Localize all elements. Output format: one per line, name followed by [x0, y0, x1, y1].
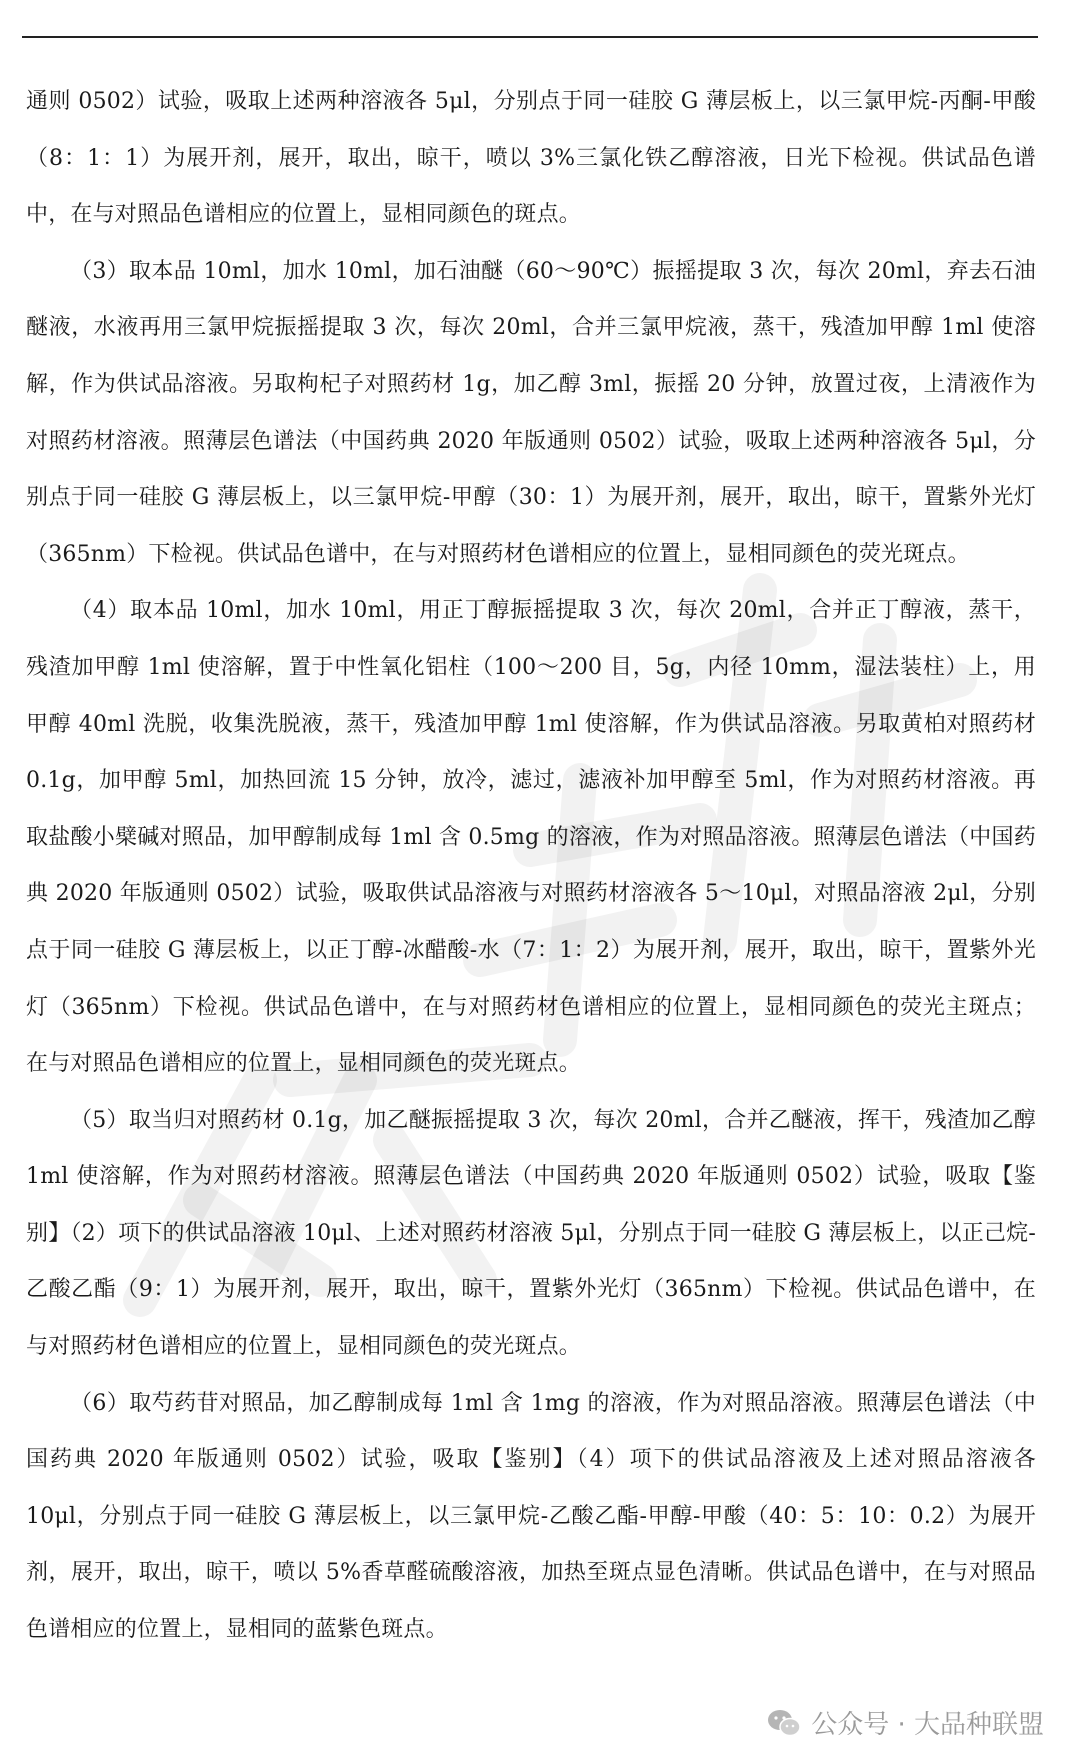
header-rule	[22, 36, 1038, 38]
watermark-footer	[761, 1702, 1050, 1743]
watermark-footer-text: 公众号 · 大品种联盟	[811, 1710, 1044, 1740]
paragraph-1: 通则 0502）试验，吸取上述两种溶液各 5μl，分别点于同一硅胶 G 薄层板上，以三氯甲烷-丙酮-甲酸（8：1：1）为展开剂，展开，取出，晾干，喷以 3%三氯化铁乙醇溶液，日光下检视。供试品色谱中，在与对照品色谱相应的位置上，显相同颜色的斑点。	[26, 89, 1036, 228]
paragraph-5: （6）取芍药苷对照品，加乙醇制成每 1ml 含 1mg 的溶液，作为对照品溶液。照薄层色谱法（中国药典 2020 年版通则 0502）试验，吸取【鉴别】（4）项下的供试品溶液及上述对照品溶液各 10μl，分别点于同一硅胶 G 薄层板上，以三氯甲烷-乙酸乙酯-甲醇-甲酸（40：5：10：0.2）为展开剂，展开，取出，晾干，喷以 5%香草醛硫酸溶液，加热至斑点显色清晰。供试品色谱中，在与对照品色谱相应的位置上，显相同的蓝紫色斑点。	[26, 1390, 1036, 1643]
paragraph-2: （3）取本品 10ml，加水 10ml，加石油醚（60～90℃）振摇提取 3 次，每次 20ml，弃去石油醚液，水液再用三氯甲烷振摇提取 3 次，每次 20ml，合并三氯甲烷液，蒸干，残渣加甲醇 1ml 使溶解，作为供试品溶液。另取枸杞子对照药材 1g，加乙醇 3ml，振摇 20 分钟，放置过夜，上清液作为对照药材溶液。照薄层色谱法（中国药典 2020 年版通则 0502）试验，吸取上述两种溶液各 5μl，分别点于同一硅胶 G 薄层板上，以三氯甲烷-甲醇（30：1）为展开剂，展开，取出，晾干，置紫外光灯（365nm）下检视。供试品色谱中，在与对照药材色谱相应的位置上，显相同颜色的荧光斑点。	[26, 258, 1036, 567]
paragraph-4: （5）取当归对照药材 0.1g，加乙醚振摇提取 3 次，每次 20ml，合并乙醚液，挥干，残渣加乙醇 1ml 使溶解，作为对照药材溶液。照薄层色谱法（中国药典 2020 年版通则 0502）试验，吸取【鉴别】（2）项下的供试品溶液 10μl、上述对照药材溶液 5μl，分别点于同一硅胶 G 薄层板上，以正己烷-乙酸乙酯（9：1）为展开剂，展开，取出，晾干，置紫外光灯（365nm）下检视。供试品色谱中，在与对照药材色谱相应的位置上，显相同颜色的荧光斑点。	[26, 1107, 1036, 1360]
document-body	[26, 74, 1036, 1659]
wechat-icon	[767, 1708, 801, 1738]
paragraph-3: （4）取本品 10ml，加水 10ml，用正丁醇振摇提取 3 次，每次 20ml，合并正丁醇液，蒸干，残渣加甲醇 1ml 使溶解，置于中性氧化铝柱（100～200 目，5g，内径 10mm，湿法装柱）上，用甲醇 40ml 洗脱，收集洗脱液，蒸干，残渣加甲醇 1ml 使溶解，作为供试品溶液。另取黄柏对照药材 0.1g，加甲醇 5ml，加热回流 15 分钟，放冷，滤过，滤液补加甲醇至 5ml，作为对照药材溶液。再取盐酸小檗碱对照品，加甲醇制成每 1ml 含 0.5mg 的溶液，作为对照品溶液。照薄层色谱法（中国药典 2020 年版通则 0502）试验，吸取供试品溶液与对照药材溶液各 5～10μl，对照品溶液 2μl，分别点于同一硅胶 G 薄层板上，以正丁醇-冰醋酸-水（7：1：2）为展开剂，展开，取出，晾干，置紫外光灯（365nm）下检视。供试品色谱中，在与对照药材色谱相应的位置上，显相同颜色的荧光主斑点；在与对照品色谱相应的位置上，显相同颜色的荧光斑点。	[26, 598, 1036, 1077]
